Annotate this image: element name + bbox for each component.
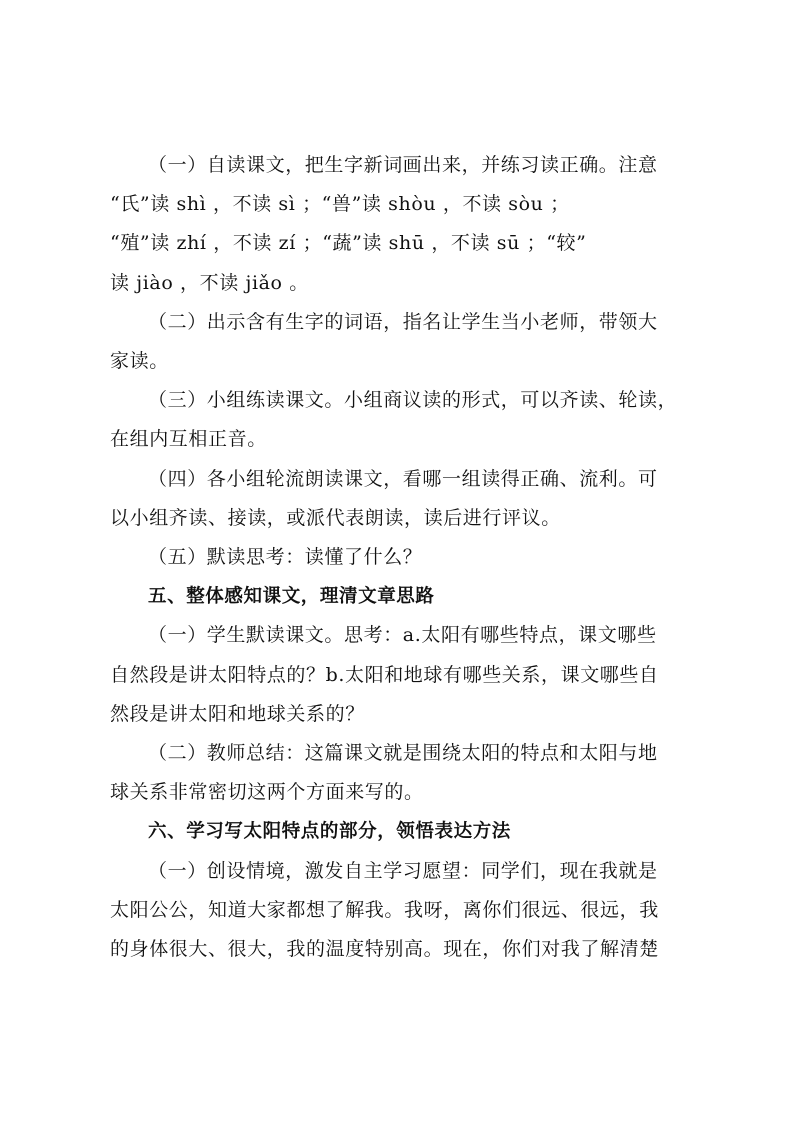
text-line: 家读。	[110, 350, 169, 373]
text-line: 球关系非常密切这两个方面来写的。	[110, 781, 424, 804]
paragraph-8	[110, 852, 700, 970]
text-line: （五）默读思考：读懂了什么？	[148, 546, 423, 569]
text-line: （四）各小组轮流朗读课文，看哪一组读得正确、流利。可	[148, 467, 658, 490]
text-line: 自然段是讲太阳特点的？b.太阳和地球有哪些关系，课文哪些自	[110, 663, 659, 686]
text-line: “氏”读 shì ，不读 sì ；“兽”读 shòu ，不读 sòu ；	[110, 193, 570, 216]
text-line: （一）学生默读课文。思考：a.太阳有哪些特点，课文哪些	[148, 624, 657, 647]
text-line: （二）出示含有生字的词语，指名让学生当小老师，带领大	[148, 310, 658, 333]
text-line: （三）小组练读课文。小组商议读的形式，可以齐读、轮读，	[148, 389, 678, 412]
text-line: （一）创设情境，激发自主学习愿望：同学们，现在我就是	[148, 859, 658, 882]
paragraph-1	[110, 146, 700, 303]
document-body	[110, 146, 700, 969]
text-line: 的身体很大、很大，我的温度特别高。现在，你们对我了解清楚	[110, 938, 659, 961]
text-line: 在组内互相正音。	[110, 428, 267, 451]
paragraph-4	[110, 460, 700, 538]
paragraph-7	[110, 734, 700, 812]
text-line: （二）教师总结：这篇课文就是围绕太阳的特点和太阳与地	[148, 742, 658, 765]
text-line: 读 jiào ，不读 jiǎo 。	[110, 271, 309, 294]
paragraph-3	[110, 381, 700, 459]
text-line: 太阳公公，知道大家都想了解我。我呀，离你们很远、很远，我	[110, 898, 659, 921]
text-line: “殖”读 zhí ，不读 zí ；“蔬”读 shū ，不读 sū ；“较”	[110, 232, 587, 255]
paragraph-2	[110, 303, 700, 381]
paragraph-6	[110, 616, 700, 734]
paragraph-5	[110, 538, 700, 577]
text-line: 以小组齐读、接读，或派代表朗读，读后进行评议。	[110, 506, 561, 529]
section-heading-5: 五、整体感知课文，理清文章思路	[148, 586, 435, 608]
text-line: （一）自读课文，把生字新词画出来，并练习读正确。注意	[148, 154, 658, 176]
text-line: 然段是讲太阳和地球关系的？	[110, 702, 365, 725]
section-heading-6: 六、学习写太阳特点的部分，领悟表达方法	[148, 821, 511, 843]
